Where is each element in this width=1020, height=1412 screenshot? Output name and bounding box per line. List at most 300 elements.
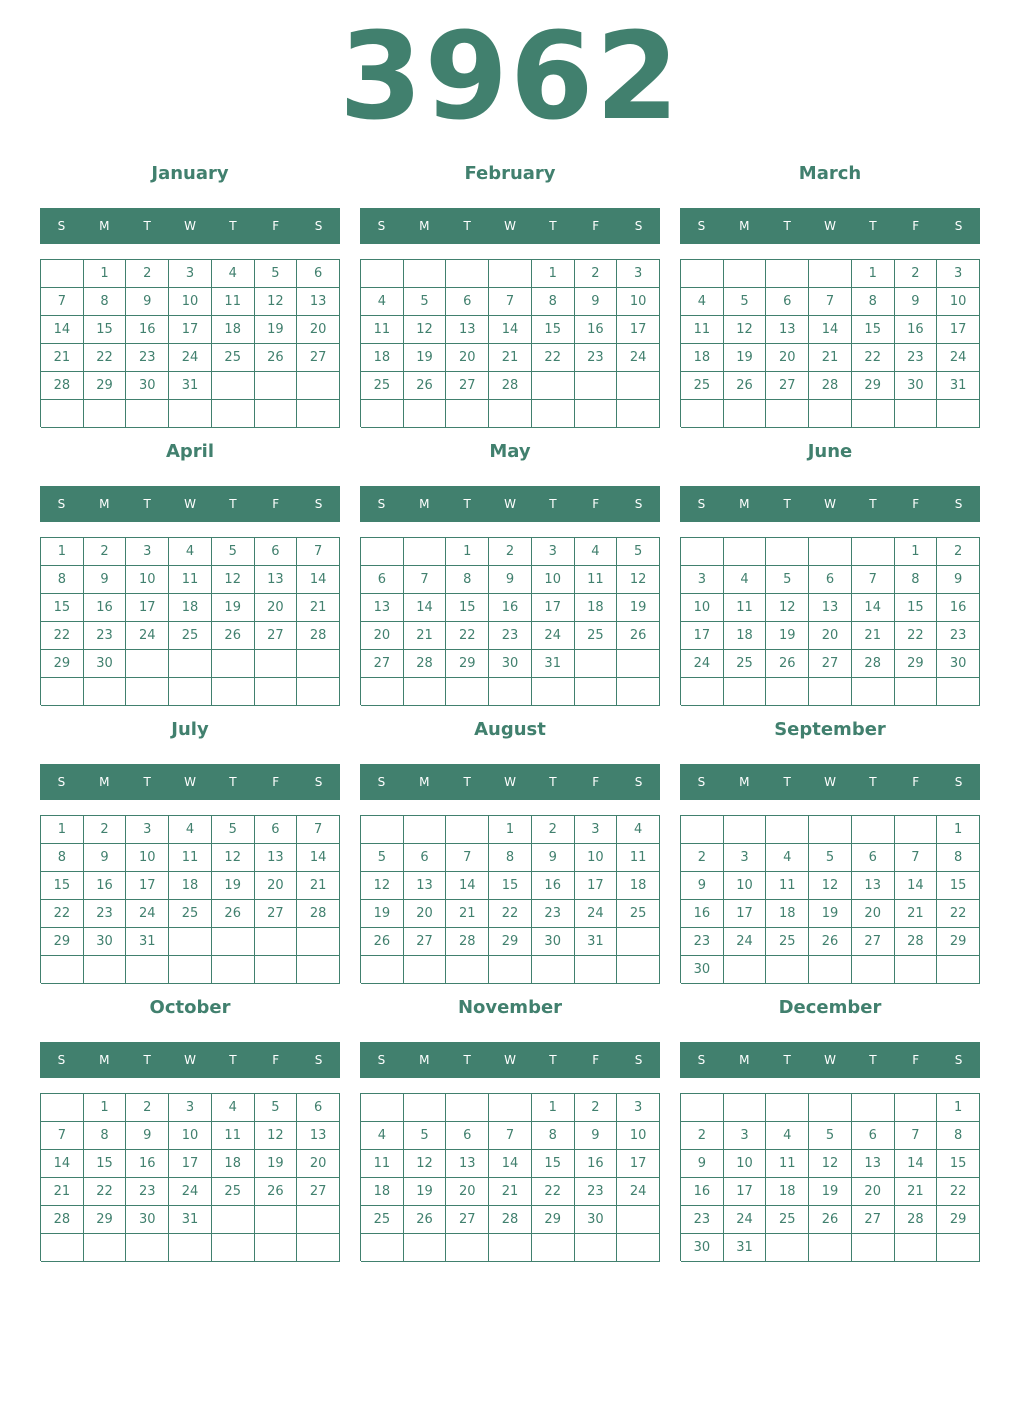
day-cell[interactable]: 12 bbox=[809, 1150, 852, 1178]
day-cell[interactable]: 2 bbox=[532, 816, 575, 844]
day-cell[interactable]: 23 bbox=[937, 622, 980, 650]
day-cell[interactable]: 11 bbox=[169, 566, 212, 594]
day-cell[interactable]: 26 bbox=[212, 900, 255, 928]
day-cell[interactable]: 29 bbox=[41, 928, 84, 956]
day-cell[interactable]: 16 bbox=[895, 316, 938, 344]
day-cell[interactable]: 7 bbox=[41, 1122, 84, 1150]
day-cell[interactable]: 15 bbox=[489, 872, 532, 900]
day-cell[interactable]: 7 bbox=[489, 288, 532, 316]
day-cell[interactable]: 1 bbox=[84, 260, 127, 288]
day-cell[interactable]: 29 bbox=[446, 650, 489, 678]
day-cell[interactable]: 20 bbox=[852, 900, 895, 928]
day-cell[interactable]: 10 bbox=[617, 1122, 660, 1150]
day-cell[interactable]: 28 bbox=[809, 372, 852, 400]
day-cell[interactable]: 14 bbox=[895, 1150, 938, 1178]
day-cell[interactable]: 25 bbox=[575, 622, 618, 650]
day-cell[interactable]: 10 bbox=[126, 844, 169, 872]
day-cell[interactable]: 27 bbox=[255, 622, 298, 650]
day-cell[interactable]: 16 bbox=[681, 900, 724, 928]
day-cell[interactable]: 27 bbox=[361, 650, 404, 678]
day-cell[interactable]: 2 bbox=[84, 816, 127, 844]
day-cell[interactable]: 7 bbox=[489, 1122, 532, 1150]
day-cell[interactable]: 24 bbox=[169, 1178, 212, 1206]
day-cell[interactable]: 16 bbox=[532, 872, 575, 900]
day-cell[interactable]: 1 bbox=[446, 538, 489, 566]
day-cell[interactable]: 7 bbox=[895, 1122, 938, 1150]
day-cell[interactable]: 12 bbox=[212, 566, 255, 594]
day-cell[interactable]: 22 bbox=[532, 1178, 575, 1206]
day-cell[interactable]: 18 bbox=[766, 1178, 809, 1206]
day-cell[interactable]: 2 bbox=[937, 538, 980, 566]
day-cell[interactable]: 11 bbox=[361, 316, 404, 344]
day-cell[interactable]: 16 bbox=[84, 594, 127, 622]
day-cell[interactable]: 15 bbox=[937, 1150, 980, 1178]
day-cell[interactable]: 12 bbox=[724, 316, 767, 344]
day-cell[interactable]: 3 bbox=[724, 844, 767, 872]
day-cell[interactable]: 30 bbox=[126, 1206, 169, 1234]
day-cell[interactable]: 5 bbox=[255, 260, 298, 288]
day-cell[interactable]: 19 bbox=[724, 344, 767, 372]
day-cell[interactable]: 27 bbox=[852, 928, 895, 956]
day-cell[interactable]: 20 bbox=[446, 344, 489, 372]
day-cell[interactable]: 6 bbox=[809, 566, 852, 594]
day-cell[interactable]: 21 bbox=[404, 622, 447, 650]
day-cell[interactable]: 14 bbox=[41, 316, 84, 344]
day-cell[interactable]: 17 bbox=[169, 316, 212, 344]
day-cell[interactable]: 9 bbox=[937, 566, 980, 594]
day-cell[interactable]: 11 bbox=[212, 1122, 255, 1150]
day-cell[interactable]: 4 bbox=[681, 288, 724, 316]
day-cell[interactable]: 16 bbox=[937, 594, 980, 622]
day-cell[interactable]: 12 bbox=[404, 1150, 447, 1178]
day-cell[interactable]: 17 bbox=[126, 872, 169, 900]
day-cell[interactable]: 28 bbox=[297, 622, 340, 650]
day-cell[interactable]: 4 bbox=[766, 844, 809, 872]
day-cell[interactable]: 16 bbox=[126, 316, 169, 344]
day-cell[interactable]: 13 bbox=[446, 1150, 489, 1178]
day-cell[interactable]: 19 bbox=[361, 900, 404, 928]
day-cell[interactable]: 27 bbox=[852, 1206, 895, 1234]
day-cell[interactable]: 2 bbox=[575, 1094, 618, 1122]
day-cell[interactable]: 31 bbox=[937, 372, 980, 400]
day-cell[interactable]: 27 bbox=[297, 344, 340, 372]
day-cell[interactable]: 4 bbox=[361, 288, 404, 316]
day-cell[interactable]: 14 bbox=[297, 566, 340, 594]
day-cell[interactable]: 7 bbox=[446, 844, 489, 872]
day-cell[interactable]: 22 bbox=[895, 622, 938, 650]
day-cell[interactable]: 17 bbox=[126, 594, 169, 622]
day-cell[interactable]: 20 bbox=[361, 622, 404, 650]
day-cell[interactable]: 26 bbox=[617, 622, 660, 650]
day-cell[interactable]: 6 bbox=[404, 844, 447, 872]
day-cell[interactable]: 9 bbox=[84, 844, 127, 872]
day-cell[interactable]: 21 bbox=[852, 622, 895, 650]
day-cell[interactable]: 16 bbox=[575, 316, 618, 344]
day-cell[interactable]: 9 bbox=[489, 566, 532, 594]
day-cell[interactable]: 11 bbox=[361, 1150, 404, 1178]
day-cell[interactable]: 23 bbox=[489, 622, 532, 650]
day-cell[interactable]: 21 bbox=[895, 900, 938, 928]
day-cell[interactable]: 21 bbox=[297, 872, 340, 900]
day-cell[interactable]: 27 bbox=[766, 372, 809, 400]
day-cell[interactable]: 20 bbox=[852, 1178, 895, 1206]
day-cell[interactable]: 27 bbox=[404, 928, 447, 956]
day-cell[interactable]: 9 bbox=[895, 288, 938, 316]
day-cell[interactable]: 19 bbox=[809, 900, 852, 928]
day-cell[interactable]: 8 bbox=[84, 1122, 127, 1150]
day-cell[interactable]: 4 bbox=[617, 816, 660, 844]
day-cell[interactable]: 19 bbox=[617, 594, 660, 622]
day-cell[interactable]: 26 bbox=[809, 1206, 852, 1234]
day-cell[interactable]: 30 bbox=[681, 1234, 724, 1262]
day-cell[interactable]: 26 bbox=[404, 372, 447, 400]
day-cell[interactable]: 1 bbox=[852, 260, 895, 288]
day-cell[interactable]: 12 bbox=[809, 872, 852, 900]
day-cell[interactable]: 24 bbox=[681, 650, 724, 678]
day-cell[interactable]: 9 bbox=[84, 566, 127, 594]
day-cell[interactable]: 11 bbox=[724, 594, 767, 622]
day-cell[interactable]: 2 bbox=[489, 538, 532, 566]
day-cell[interactable]: 1 bbox=[489, 816, 532, 844]
day-cell[interactable]: 9 bbox=[681, 872, 724, 900]
day-cell[interactable]: 21 bbox=[297, 594, 340, 622]
day-cell[interactable]: 29 bbox=[41, 650, 84, 678]
day-cell[interactable]: 15 bbox=[852, 316, 895, 344]
day-cell[interactable]: 21 bbox=[489, 1178, 532, 1206]
day-cell[interactable]: 25 bbox=[169, 900, 212, 928]
day-cell[interactable]: 17 bbox=[617, 316, 660, 344]
day-cell[interactable]: 7 bbox=[41, 288, 84, 316]
day-cell[interactable]: 15 bbox=[532, 1150, 575, 1178]
day-cell[interactable]: 18 bbox=[212, 1150, 255, 1178]
day-cell[interactable]: 23 bbox=[126, 344, 169, 372]
day-cell[interactable]: 27 bbox=[255, 900, 298, 928]
day-cell[interactable]: 18 bbox=[169, 594, 212, 622]
day-cell[interactable]: 18 bbox=[212, 316, 255, 344]
day-cell[interactable]: 7 bbox=[297, 538, 340, 566]
day-cell[interactable]: 3 bbox=[681, 566, 724, 594]
day-cell[interactable]: 11 bbox=[212, 288, 255, 316]
day-cell[interactable]: 25 bbox=[766, 928, 809, 956]
day-cell[interactable]: 14 bbox=[489, 316, 532, 344]
day-cell[interactable]: 25 bbox=[617, 900, 660, 928]
day-cell[interactable]: 23 bbox=[126, 1178, 169, 1206]
day-cell[interactable]: 8 bbox=[937, 1122, 980, 1150]
day-cell[interactable]: 28 bbox=[489, 1206, 532, 1234]
day-cell[interactable]: 29 bbox=[84, 372, 127, 400]
day-cell[interactable]: 10 bbox=[937, 288, 980, 316]
day-cell[interactable]: 14 bbox=[852, 594, 895, 622]
day-cell[interactable]: 9 bbox=[575, 288, 618, 316]
day-cell[interactable]: 24 bbox=[937, 344, 980, 372]
day-cell[interactable]: 4 bbox=[212, 1094, 255, 1122]
day-cell[interactable]: 19 bbox=[404, 1178, 447, 1206]
day-cell[interactable]: 1 bbox=[532, 1094, 575, 1122]
day-cell[interactable]: 4 bbox=[575, 538, 618, 566]
day-cell[interactable]: 8 bbox=[937, 844, 980, 872]
day-cell[interactable]: 23 bbox=[84, 622, 127, 650]
day-cell[interactable]: 30 bbox=[895, 372, 938, 400]
day-cell[interactable]: 23 bbox=[575, 344, 618, 372]
day-cell[interactable]: 3 bbox=[126, 816, 169, 844]
day-cell[interactable]: 14 bbox=[489, 1150, 532, 1178]
day-cell[interactable]: 12 bbox=[255, 288, 298, 316]
day-cell[interactable]: 2 bbox=[126, 1094, 169, 1122]
day-cell[interactable]: 20 bbox=[446, 1178, 489, 1206]
day-cell[interactable]: 16 bbox=[489, 594, 532, 622]
day-cell[interactable]: 13 bbox=[361, 594, 404, 622]
day-cell[interactable]: 5 bbox=[766, 566, 809, 594]
day-cell[interactable]: 5 bbox=[809, 1122, 852, 1150]
day-cell[interactable]: 1 bbox=[41, 538, 84, 566]
day-cell[interactable]: 28 bbox=[489, 372, 532, 400]
day-cell[interactable]: 19 bbox=[212, 594, 255, 622]
day-cell[interactable]: 18 bbox=[617, 872, 660, 900]
day-cell[interactable]: 16 bbox=[681, 1178, 724, 1206]
day-cell[interactable]: 25 bbox=[361, 372, 404, 400]
day-cell[interactable]: 29 bbox=[852, 372, 895, 400]
day-cell[interactable]: 23 bbox=[895, 344, 938, 372]
day-cell[interactable]: 22 bbox=[489, 900, 532, 928]
day-cell[interactable]: 22 bbox=[937, 900, 980, 928]
day-cell[interactable]: 28 bbox=[446, 928, 489, 956]
day-cell[interactable]: 20 bbox=[809, 622, 852, 650]
day-cell[interactable]: 6 bbox=[766, 288, 809, 316]
day-cell[interactable]: 31 bbox=[532, 650, 575, 678]
day-cell[interactable]: 31 bbox=[169, 1206, 212, 1234]
day-cell[interactable]: 17 bbox=[724, 1178, 767, 1206]
day-cell[interactable]: 8 bbox=[41, 566, 84, 594]
day-cell[interactable]: 15 bbox=[937, 872, 980, 900]
day-cell[interactable]: 31 bbox=[575, 928, 618, 956]
day-cell[interactable]: 4 bbox=[766, 1122, 809, 1150]
day-cell[interactable]: 12 bbox=[361, 872, 404, 900]
day-cell[interactable]: 20 bbox=[297, 316, 340, 344]
day-cell[interactable]: 25 bbox=[681, 372, 724, 400]
day-cell[interactable]: 20 bbox=[297, 1150, 340, 1178]
day-cell[interactable]: 31 bbox=[724, 1234, 767, 1262]
day-cell[interactable]: 30 bbox=[532, 928, 575, 956]
day-cell[interactable]: 15 bbox=[41, 594, 84, 622]
day-cell[interactable]: 19 bbox=[404, 344, 447, 372]
day-cell[interactable]: 20 bbox=[255, 594, 298, 622]
day-cell[interactable]: 30 bbox=[84, 650, 127, 678]
day-cell[interactable]: 9 bbox=[532, 844, 575, 872]
day-cell[interactable]: 12 bbox=[766, 594, 809, 622]
day-cell[interactable]: 28 bbox=[852, 650, 895, 678]
day-cell[interactable]: 28 bbox=[895, 928, 938, 956]
day-cell[interactable]: 3 bbox=[532, 538, 575, 566]
day-cell[interactable]: 8 bbox=[532, 288, 575, 316]
day-cell[interactable]: 16 bbox=[575, 1150, 618, 1178]
day-cell[interactable]: 8 bbox=[41, 844, 84, 872]
day-cell[interactable]: 2 bbox=[575, 260, 618, 288]
day-cell[interactable]: 3 bbox=[937, 260, 980, 288]
day-cell[interactable]: 27 bbox=[297, 1178, 340, 1206]
day-cell[interactable]: 24 bbox=[532, 622, 575, 650]
day-cell[interactable]: 27 bbox=[809, 650, 852, 678]
day-cell[interactable]: 6 bbox=[255, 816, 298, 844]
day-cell[interactable]: 11 bbox=[766, 1150, 809, 1178]
day-cell[interactable]: 1 bbox=[895, 538, 938, 566]
day-cell[interactable]: 12 bbox=[617, 566, 660, 594]
day-cell[interactable]: 7 bbox=[404, 566, 447, 594]
day-cell[interactable]: 22 bbox=[532, 344, 575, 372]
day-cell[interactable]: 24 bbox=[617, 1178, 660, 1206]
day-cell[interactable]: 13 bbox=[255, 566, 298, 594]
day-cell[interactable]: 26 bbox=[255, 1178, 298, 1206]
day-cell[interactable]: 13 bbox=[446, 316, 489, 344]
day-cell[interactable]: 10 bbox=[575, 844, 618, 872]
day-cell[interactable]: 25 bbox=[766, 1206, 809, 1234]
day-cell[interactable]: 24 bbox=[575, 900, 618, 928]
day-cell[interactable]: 27 bbox=[446, 372, 489, 400]
day-cell[interactable]: 3 bbox=[169, 1094, 212, 1122]
day-cell[interactable]: 26 bbox=[255, 344, 298, 372]
day-cell[interactable]: 2 bbox=[681, 844, 724, 872]
day-cell[interactable]: 24 bbox=[617, 344, 660, 372]
day-cell[interactable]: 27 bbox=[446, 1206, 489, 1234]
day-cell[interactable]: 17 bbox=[617, 1150, 660, 1178]
day-cell[interactable]: 10 bbox=[724, 872, 767, 900]
day-cell[interactable]: 13 bbox=[404, 872, 447, 900]
day-cell[interactable]: 22 bbox=[937, 1178, 980, 1206]
day-cell[interactable]: 13 bbox=[297, 288, 340, 316]
day-cell[interactable]: 12 bbox=[212, 844, 255, 872]
day-cell[interactable]: 22 bbox=[41, 900, 84, 928]
day-cell[interactable]: 24 bbox=[724, 928, 767, 956]
day-cell[interactable]: 15 bbox=[41, 872, 84, 900]
day-cell[interactable]: 5 bbox=[404, 1122, 447, 1150]
day-cell[interactable]: 22 bbox=[41, 622, 84, 650]
day-cell[interactable]: 2 bbox=[895, 260, 938, 288]
day-cell[interactable]: 15 bbox=[446, 594, 489, 622]
day-cell[interactable]: 9 bbox=[126, 1122, 169, 1150]
day-cell[interactable]: 5 bbox=[212, 816, 255, 844]
day-cell[interactable]: 8 bbox=[446, 566, 489, 594]
day-cell[interactable]: 30 bbox=[126, 372, 169, 400]
day-cell[interactable]: 16 bbox=[84, 872, 127, 900]
day-cell[interactable]: 12 bbox=[255, 1122, 298, 1150]
day-cell[interactable]: 22 bbox=[84, 344, 127, 372]
day-cell[interactable]: 22 bbox=[84, 1178, 127, 1206]
day-cell[interactable]: 30 bbox=[937, 650, 980, 678]
day-cell[interactable]: 6 bbox=[446, 288, 489, 316]
day-cell[interactable]: 10 bbox=[169, 288, 212, 316]
day-cell[interactable]: 17 bbox=[724, 900, 767, 928]
day-cell[interactable]: 13 bbox=[852, 872, 895, 900]
day-cell[interactable]: 5 bbox=[212, 538, 255, 566]
day-cell[interactable]: 21 bbox=[895, 1178, 938, 1206]
day-cell[interactable]: 24 bbox=[126, 900, 169, 928]
day-cell[interactable]: 28 bbox=[41, 1206, 84, 1234]
day-cell[interactable]: 10 bbox=[681, 594, 724, 622]
day-cell[interactable]: 13 bbox=[809, 594, 852, 622]
day-cell[interactable]: 18 bbox=[724, 622, 767, 650]
day-cell[interactable]: 10 bbox=[169, 1122, 212, 1150]
day-cell[interactable]: 13 bbox=[766, 316, 809, 344]
day-cell[interactable]: 6 bbox=[255, 538, 298, 566]
day-cell[interactable]: 9 bbox=[575, 1122, 618, 1150]
day-cell[interactable]: 24 bbox=[126, 622, 169, 650]
day-cell[interactable]: 12 bbox=[404, 316, 447, 344]
day-cell[interactable]: 29 bbox=[489, 928, 532, 956]
day-cell[interactable]: 4 bbox=[724, 566, 767, 594]
day-cell[interactable]: 13 bbox=[852, 1150, 895, 1178]
day-cell[interactable]: 4 bbox=[361, 1122, 404, 1150]
day-cell[interactable]: 25 bbox=[169, 622, 212, 650]
day-cell[interactable]: 5 bbox=[404, 288, 447, 316]
day-cell[interactable]: 26 bbox=[404, 1206, 447, 1234]
day-cell[interactable]: 15 bbox=[895, 594, 938, 622]
day-cell[interactable]: 18 bbox=[575, 594, 618, 622]
day-cell[interactable]: 17 bbox=[575, 872, 618, 900]
day-cell[interactable]: 4 bbox=[212, 260, 255, 288]
day-cell[interactable]: 9 bbox=[126, 288, 169, 316]
day-cell[interactable]: 3 bbox=[724, 1122, 767, 1150]
day-cell[interactable]: 31 bbox=[169, 372, 212, 400]
day-cell[interactable]: 10 bbox=[724, 1150, 767, 1178]
day-cell[interactable]: 1 bbox=[84, 1094, 127, 1122]
day-cell[interactable]: 28 bbox=[41, 372, 84, 400]
day-cell[interactable]: 6 bbox=[852, 1122, 895, 1150]
day-cell[interactable]: 18 bbox=[169, 872, 212, 900]
day-cell[interactable]: 8 bbox=[532, 1122, 575, 1150]
day-cell[interactable]: 30 bbox=[575, 1206, 618, 1234]
day-cell[interactable]: 26 bbox=[724, 372, 767, 400]
day-cell[interactable]: 14 bbox=[809, 316, 852, 344]
day-cell[interactable]: 25 bbox=[212, 344, 255, 372]
day-cell[interactable]: 18 bbox=[766, 900, 809, 928]
day-cell[interactable]: 10 bbox=[126, 566, 169, 594]
day-cell[interactable]: 4 bbox=[169, 538, 212, 566]
day-cell[interactable]: 8 bbox=[84, 288, 127, 316]
day-cell[interactable]: 19 bbox=[255, 316, 298, 344]
day-cell[interactable]: 15 bbox=[532, 316, 575, 344]
day-cell[interactable]: 11 bbox=[681, 316, 724, 344]
day-cell[interactable]: 18 bbox=[361, 1178, 404, 1206]
day-cell[interactable]: 1 bbox=[937, 816, 980, 844]
day-cell[interactable]: 6 bbox=[361, 566, 404, 594]
day-cell[interactable]: 17 bbox=[681, 622, 724, 650]
day-cell[interactable]: 20 bbox=[404, 900, 447, 928]
day-cell[interactable]: 19 bbox=[212, 872, 255, 900]
day-cell[interactable]: 21 bbox=[41, 1178, 84, 1206]
day-cell[interactable]: 26 bbox=[766, 650, 809, 678]
day-cell[interactable]: 23 bbox=[84, 900, 127, 928]
day-cell[interactable]: 22 bbox=[852, 344, 895, 372]
day-cell[interactable]: 7 bbox=[895, 844, 938, 872]
day-cell[interactable]: 26 bbox=[361, 928, 404, 956]
day-cell[interactable]: 3 bbox=[575, 816, 618, 844]
day-cell[interactable]: 17 bbox=[169, 1150, 212, 1178]
day-cell[interactable]: 29 bbox=[532, 1206, 575, 1234]
day-cell[interactable]: 8 bbox=[489, 844, 532, 872]
day-cell[interactable]: 2 bbox=[681, 1122, 724, 1150]
day-cell[interactable]: 6 bbox=[297, 260, 340, 288]
day-cell[interactable]: 17 bbox=[937, 316, 980, 344]
day-cell[interactable]: 6 bbox=[446, 1122, 489, 1150]
day-cell[interactable]: 24 bbox=[724, 1206, 767, 1234]
day-cell[interactable]: 29 bbox=[937, 928, 980, 956]
day-cell[interactable]: 11 bbox=[575, 566, 618, 594]
day-cell[interactable]: 23 bbox=[681, 1206, 724, 1234]
day-cell[interactable]: 8 bbox=[895, 566, 938, 594]
day-cell[interactable]: 26 bbox=[212, 622, 255, 650]
day-cell[interactable]: 14 bbox=[895, 872, 938, 900]
day-cell[interactable]: 13 bbox=[297, 1122, 340, 1150]
day-cell[interactable]: 14 bbox=[297, 844, 340, 872]
